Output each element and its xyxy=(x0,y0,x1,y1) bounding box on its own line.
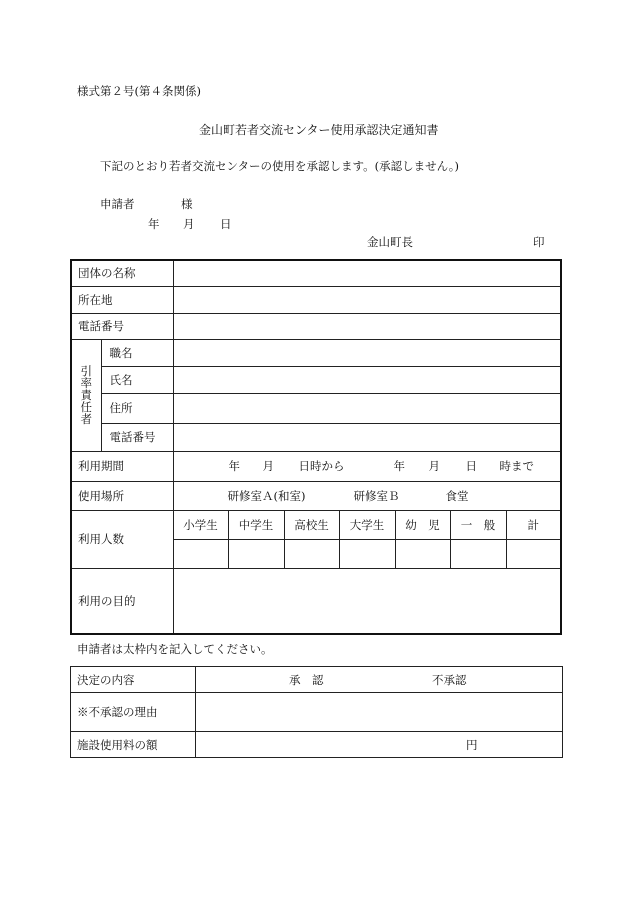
leader-phone-label: 電話番号 xyxy=(101,423,173,451)
intro-text: 下記のとおり若者交流センターの使用を承認します。(承認しません。) xyxy=(100,159,460,173)
purpose-label: 利用の目的 xyxy=(71,568,173,634)
user-type-general: 一 般 xyxy=(450,510,506,539)
leader-label: 引率責任者 xyxy=(71,339,101,451)
leader-name-label: 氏名 xyxy=(101,366,173,393)
decision-content-label: 決定の内容 xyxy=(71,667,196,693)
group-name-label: 団体の名称 xyxy=(71,260,173,286)
period-start-day: 日時から xyxy=(298,459,345,473)
decision-content-field[interactable] xyxy=(196,667,563,693)
reason-field[interactable] xyxy=(196,693,563,732)
room-a[interactable]: 研修室Ａ(和室) xyxy=(227,488,306,503)
count-university[interactable] xyxy=(339,539,395,568)
issuer-name: 金山町長 xyxy=(367,235,413,249)
period-end-month: 月 xyxy=(428,459,440,473)
purpose-field[interactable] xyxy=(173,568,561,634)
issuer-seal: 印 xyxy=(533,235,545,249)
fee-label: 施設使用料の額 xyxy=(71,732,196,758)
address-label: 所在地 xyxy=(71,286,173,313)
room-b[interactable]: 研修室Ｂ xyxy=(353,488,400,503)
leader-title-label: 職名 xyxy=(101,339,173,366)
form-number: 様式第２号(第４条関係) xyxy=(77,84,201,98)
user-type-total: 計 xyxy=(506,510,561,539)
date-month: 月 xyxy=(183,217,195,231)
user-type-university: 大学生 xyxy=(339,510,395,539)
count-high-school[interactable] xyxy=(284,539,339,568)
applicant-sama: 様 xyxy=(181,197,193,211)
user-type-junior-high: 中学生 xyxy=(228,510,284,539)
leader-address-field[interactable] xyxy=(173,393,561,423)
count-elementary[interactable] xyxy=(173,539,228,568)
period-field[interactable] xyxy=(173,451,561,481)
applicant-label: 申請者 xyxy=(100,197,135,211)
user-type-high-school: 高校生 xyxy=(284,510,339,539)
leader-phone-field[interactable] xyxy=(173,423,561,451)
decision-table xyxy=(70,666,563,758)
leader-title-field[interactable] xyxy=(173,339,561,366)
users-label: 利用人数 xyxy=(71,510,173,568)
period-end-year: 年 xyxy=(393,459,405,473)
address-field[interactable] xyxy=(173,286,561,313)
group-name-field[interactable] xyxy=(173,260,561,286)
count-general[interactable] xyxy=(450,539,506,568)
application-table xyxy=(70,259,562,635)
date-day: 日 xyxy=(220,217,232,231)
period-start-year: 年 xyxy=(228,459,240,473)
user-type-infant: 幼 児 xyxy=(395,510,450,539)
count-infant[interactable] xyxy=(395,539,450,568)
yen-unit: 円 xyxy=(466,737,478,752)
note-text: 申請者は太枠内を記入してください。 xyxy=(77,642,273,656)
approve-option[interactable]: 承 認 xyxy=(289,672,324,687)
period-label: 利用期間 xyxy=(71,451,173,481)
fee-field[interactable] xyxy=(196,732,563,758)
phone-label: 電話番号 xyxy=(71,313,173,339)
period-end-time: 時まで xyxy=(499,459,534,473)
period-end-day: 日 xyxy=(465,459,477,473)
user-type-elementary: 小学生 xyxy=(173,510,228,539)
disapprove-option[interactable]: 不承認 xyxy=(432,672,467,687)
count-total[interactable] xyxy=(506,539,561,568)
document-title: 金山町若者交流センター使用承認決定通知書 xyxy=(199,123,439,137)
room-dining[interactable]: 食堂 xyxy=(445,488,469,503)
reason-label: ※不承認の理由 xyxy=(71,693,196,732)
place-field[interactable] xyxy=(173,481,561,510)
date-year: 年 xyxy=(148,217,160,231)
place-label: 使用場所 xyxy=(71,481,173,510)
phone-field[interactable] xyxy=(173,313,561,339)
leader-address-label: 住所 xyxy=(101,393,173,423)
count-junior-high[interactable] xyxy=(228,539,284,568)
leader-name-field[interactable] xyxy=(173,366,561,393)
period-start-month: 月 xyxy=(262,459,274,473)
